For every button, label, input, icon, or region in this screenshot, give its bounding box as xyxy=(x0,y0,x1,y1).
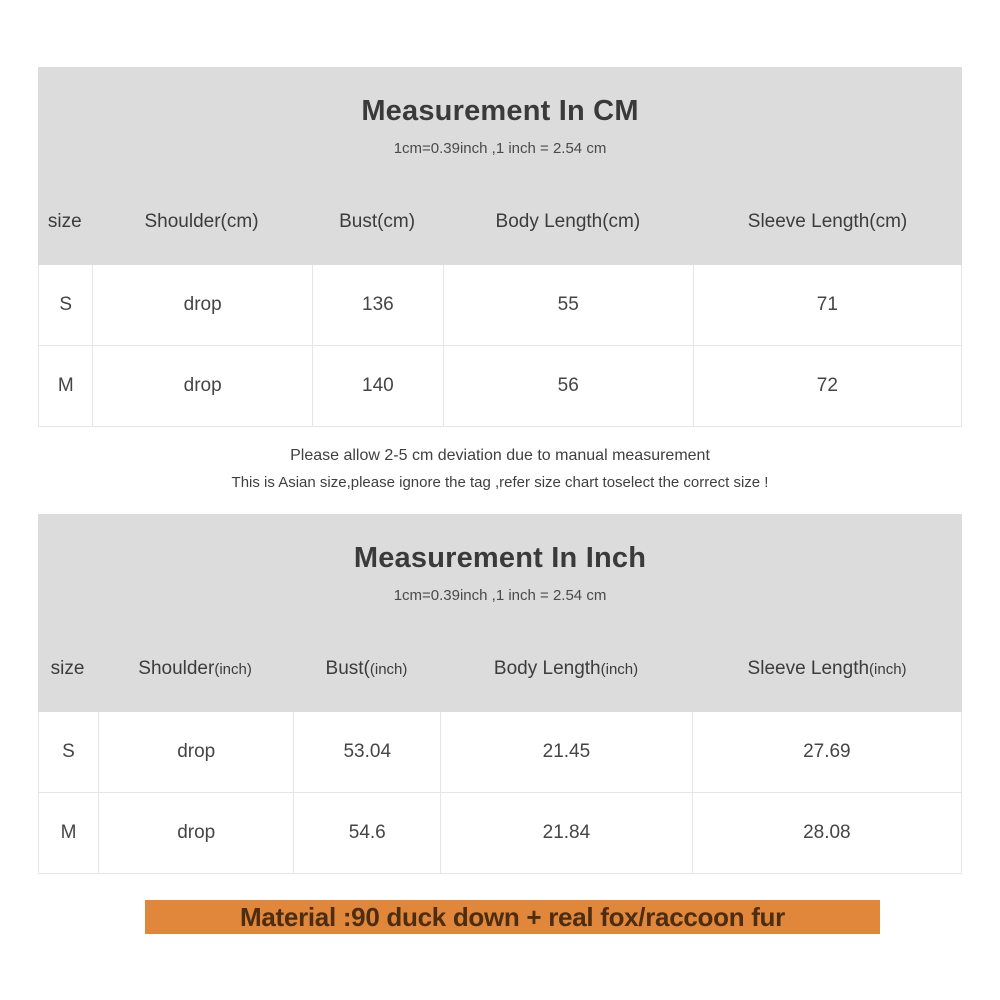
cm-cell-sleeve-length-s: 71 xyxy=(693,265,961,345)
inch-table-body xyxy=(38,712,962,874)
cm-header-size-label: size xyxy=(47,211,82,232)
inch-cell-bust-s: 53.04 xyxy=(293,712,440,792)
inch-cell-size-s: S xyxy=(62,741,75,762)
cm-header-shoulder xyxy=(92,210,312,235)
inch-header-body-length-label: Body Length xyxy=(493,658,601,679)
cm-subtitle: 1cm=0.39inch ,1 inch = 2.54 cm xyxy=(393,140,607,157)
inch-header-sleeve-length-label: Sleeve Length xyxy=(747,658,870,679)
material-text: Material :90 duck down + real fox/raccoon fur xyxy=(240,901,785,932)
cm-cell-bust-s: 136 xyxy=(312,265,443,345)
material-banner xyxy=(145,900,880,934)
cm-table-row-s xyxy=(39,265,961,345)
inch-table-row-s xyxy=(39,712,961,792)
inch-title: Measurement In Inch xyxy=(353,542,647,574)
cm-title: Measurement In CM xyxy=(361,95,639,127)
inch-header-shoulder xyxy=(97,657,293,682)
cm-header-body-length-label: Body Length(cm) xyxy=(495,211,641,232)
inch-header-bust-unit: (inch) xyxy=(369,661,408,678)
cm-header-body-length xyxy=(443,210,693,235)
inch-cell-shoulder-s: drop xyxy=(98,712,293,792)
inch-table-row-m xyxy=(39,792,961,873)
material-section xyxy=(38,900,962,934)
inch-cell-size-m: M xyxy=(60,822,77,843)
cm-cell-size-m: M xyxy=(57,375,74,396)
inch-cell-body-length-m: 21.84 xyxy=(440,793,692,873)
inch-header-shoulder-unit: (inch) xyxy=(214,661,252,678)
cm-header-bust xyxy=(311,210,442,235)
inch-header-body-length-unit: (inch) xyxy=(600,661,639,678)
inch-header-shoulder-label: Shoulder xyxy=(138,658,215,679)
note-asian-size: This is Asian size,please ignore the tag ,refer size chart toselect the correct size ! xyxy=(231,474,769,491)
cm-section-header xyxy=(38,67,962,265)
inch-cell-body-length-s: 21.45 xyxy=(440,712,692,792)
cm-header-size xyxy=(38,210,92,235)
inch-cell-sleeve-length-m: 28.08 xyxy=(692,793,961,873)
inch-subtitle: 1cm=0.39inch ,1 inch = 2.54 cm xyxy=(393,587,607,604)
measurement-notes xyxy=(38,427,962,514)
cm-cell-shoulder-m: drop xyxy=(92,346,311,426)
inch-cell-sleeve-length-s: 27.69 xyxy=(692,712,961,792)
cm-table-row-m xyxy=(39,345,961,426)
cm-cell-sleeve-length-m: 72 xyxy=(693,346,961,426)
cm-cell-body-length-m: 56 xyxy=(443,346,693,426)
cm-cell-bust-m: 140 xyxy=(312,346,443,426)
note-deviation: Please allow 2-5 cm deviation due to manual measurement xyxy=(290,447,710,464)
inch-header-size xyxy=(38,657,97,682)
cm-table-header-row xyxy=(38,210,962,235)
inch-header-sleeve-length-unit: (inch) xyxy=(869,661,907,678)
cm-header-sleeve-length-label: Sleeve Length(cm) xyxy=(747,211,908,232)
cm-cell-shoulder-s: drop xyxy=(92,265,311,345)
inch-header-size-label: size xyxy=(50,658,85,679)
inch-cell-bust-m: 54.6 xyxy=(293,793,440,873)
cm-cell-body-length-s: 55 xyxy=(443,265,693,345)
cm-header-sleeve-length xyxy=(693,210,962,235)
cm-table-body xyxy=(38,265,962,427)
inch-table-header-row xyxy=(38,657,962,682)
cm-cell-size-s: S xyxy=(59,294,73,315)
inch-header-bust xyxy=(293,657,440,682)
size-chart-content xyxy=(38,67,962,934)
cm-header-bust-label: Bust(cm) xyxy=(339,211,416,232)
inch-section-header xyxy=(38,514,962,712)
inch-header-sleeve-length xyxy=(692,657,962,682)
inch-cell-shoulder-m: drop xyxy=(98,793,293,873)
inch-header-bust-label: Bust( xyxy=(325,658,370,679)
cm-header-shoulder-label: Shoulder(cm) xyxy=(144,211,259,232)
inch-header-body-length xyxy=(440,657,692,682)
